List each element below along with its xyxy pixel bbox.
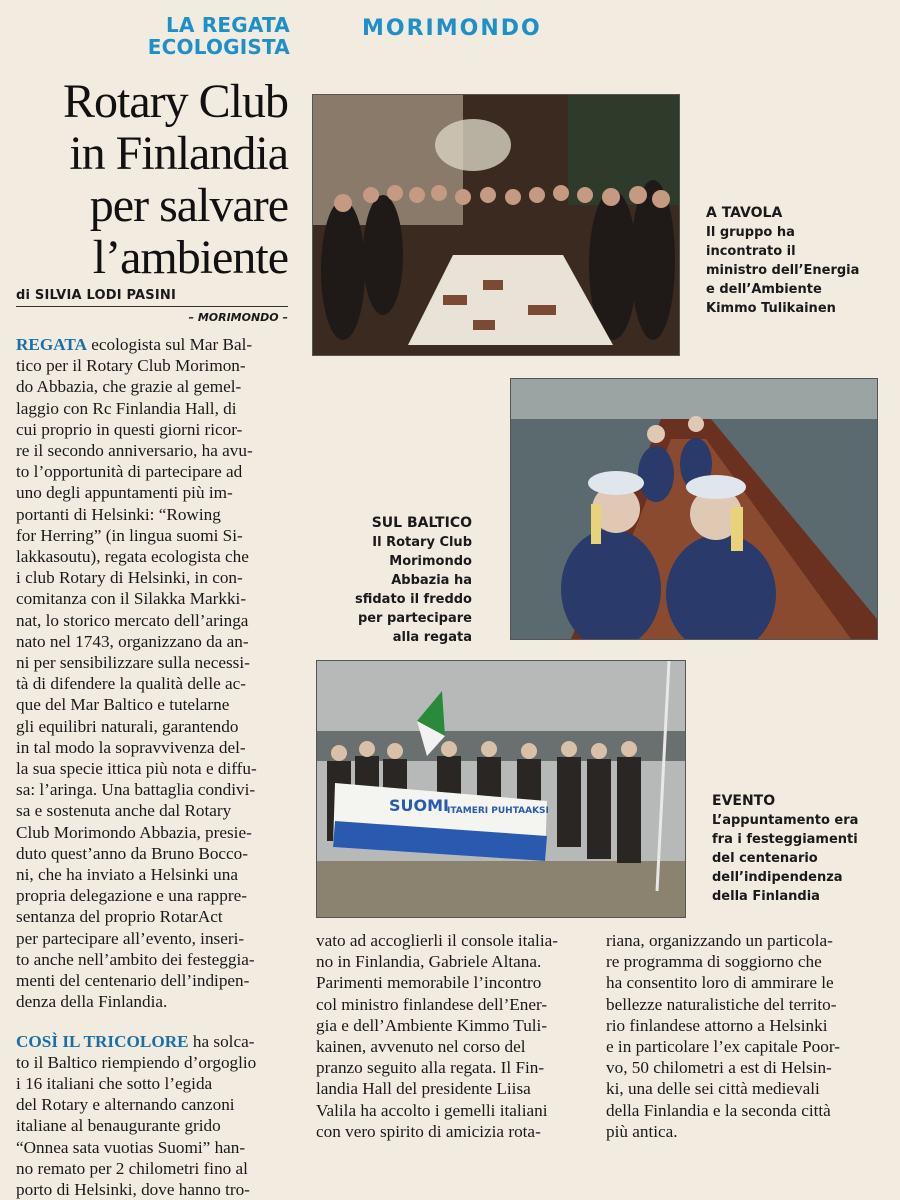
caption-line: Kimmo Tulikainen — [706, 299, 896, 318]
text-line: re programma di soggiorno che — [606, 951, 890, 972]
text-line: no in Finlandia, Gabriele Altana. — [316, 951, 594, 972]
byline: di SILVIA LODI PASINI — [16, 288, 176, 303]
text-line: for Herring” (in lingua suomi Si- — [16, 525, 288, 546]
caption-baltic — [300, 514, 472, 647]
headline-line-1: Rotary Club — [20, 76, 288, 128]
text-line: più antica. — [606, 1121, 890, 1142]
text-line: to anche nell’ambito dei festeggia- — [16, 949, 288, 970]
text-line: laggio con Rc Finlandia Hall, di — [16, 398, 288, 419]
photo-event-image — [317, 661, 685, 917]
caption-line: dell’indipendenza — [712, 868, 896, 887]
caption-line: Abbazia ha — [300, 571, 472, 590]
caption-line: della Finlandia — [712, 887, 896, 906]
text-line: ni, che ha inviato a Helsinki una — [16, 864, 288, 885]
text-line: que del Mar Baltico e tutelarne — [16, 694, 288, 715]
text-line: italiane al benaugurante grido — [16, 1115, 288, 1136]
text-line: denza della Finlandia. — [16, 991, 288, 1012]
photo-dinner-image — [313, 95, 679, 355]
text-line: propria delegazione e una rappre- — [16, 885, 288, 906]
text-line: i 16 italiani che sotto l’egida — [16, 1073, 288, 1094]
text-line: ha solca- — [193, 1032, 255, 1051]
text-line: e in particolare l’ex capitale Poor- — [606, 1036, 890, 1057]
caption-line: Morimondo — [300, 552, 472, 571]
caption-line: ministro dell’Energia — [706, 261, 896, 280]
text-line: portanti di Helsinki: “Rowing — [16, 504, 288, 525]
photo-boat-image — [511, 379, 877, 639]
caption-title: SUL BALTICO — [300, 514, 472, 533]
text-line: ki, una delle sei città medievali — [606, 1078, 890, 1099]
text-line: per partecipare all’evento, inseri- — [16, 928, 288, 949]
headline-line-4: l’ambiente — [20, 232, 288, 284]
text-line: rio finlandese attorno a Helsinki — [606, 1015, 890, 1036]
paragraph-1 — [16, 334, 288, 1013]
caption-line: Il gruppo ha — [706, 223, 896, 242]
caption-line: e dell’Ambiente — [706, 280, 896, 299]
text-line: nato nel 1743, organizzano da an- — [16, 631, 288, 652]
photo-boat — [510, 378, 878, 640]
headline-line-2: in Finlandia — [20, 128, 288, 180]
text-line: to il Baltico riempiendo d’orgoglio — [16, 1052, 288, 1073]
text-line: della Finlandia e la seconda città — [606, 1100, 890, 1121]
text-line: i club Rotary di Helsinki, in con- — [16, 567, 288, 588]
text-line: cui proprio in questi giorni ricor- — [16, 419, 288, 440]
text-line: sa e sostenuta anche dal Rotary — [16, 800, 288, 821]
banner-subtext: ITAMERI PUHTAAKSI — [447, 806, 549, 816]
text-line: in tal modo la sopravvivenza del- — [16, 737, 288, 758]
text-line: Club Morimondo Abbazia, presie- — [16, 822, 288, 843]
kicker — [40, 14, 290, 58]
text-line: comitanza con il Silakka Markki- — [16, 588, 288, 609]
article-column-3 — [606, 930, 890, 1142]
text-line: “Onnea sata vuotias Suomi” han- — [16, 1137, 288, 1158]
text-line: re il secondo anniversario, ha avu- — [16, 440, 288, 461]
text-line: Valila ha accolto i gemelli italiani — [316, 1100, 594, 1121]
text-line: vato ad accoglierli il console italia- — [316, 930, 594, 951]
text-line: gia e dell’Ambiente Kimmo Tuli- — [316, 1015, 594, 1036]
kicker-line-2: ECOLOGISTA — [40, 36, 290, 58]
text-line: sa: l’aringa. Una battaglia condivi- — [16, 779, 288, 800]
text-line: tà di difendere la qualità delle ac- — [16, 673, 288, 694]
caption-line: del centenario — [712, 849, 896, 868]
text-line: duto quest’anno da Bruno Boccо- — [16, 843, 288, 864]
headline-line-3: per salvare — [20, 180, 288, 232]
banner-text: SUOMI — [389, 796, 449, 815]
caption-title: A TAVOLA — [706, 204, 896, 223]
caption-dinner — [706, 204, 896, 318]
caption-line: incontrato il — [706, 242, 896, 261]
photo-dinner — [312, 94, 680, 356]
kicker-line-1: LA REGATA — [40, 14, 290, 36]
article-column-2 — [316, 930, 594, 1142]
byline-rule — [16, 306, 288, 307]
text-line: Parimenti memorabile l’incontro — [316, 972, 594, 993]
text-line: do Abbazia, che grazie al gemel- — [16, 376, 288, 397]
text-line: riana, organizzando un particola- — [606, 930, 890, 951]
text-line: menti del centenario dell’indipen- — [16, 970, 288, 991]
text-line: bellezze naturalistiche del territo- — [606, 994, 890, 1015]
headline — [20, 76, 288, 284]
text-line: landia Hall del presidente Liisa — [316, 1078, 594, 1099]
text-line: ni per sensibilizzare sulla necessi- — [16, 652, 288, 673]
caption-line: Il Rotary Club — [300, 533, 472, 552]
text-line: ecologista sul Mar Bal- — [91, 335, 252, 354]
text-line: sentanza del proprio RotarAct — [16, 906, 288, 927]
paragraph-2 — [16, 1031, 288, 1200]
article-column-1 — [16, 334, 288, 1200]
text-line: la sua specie ittica più nota e diffu- — [16, 758, 288, 779]
section-label: MORIMONDO — [362, 16, 542, 41]
caption-event — [712, 792, 896, 906]
caption-line: sfidato il freddo — [300, 590, 472, 609]
text-line: no remato per 2 chilometri fino al — [16, 1158, 288, 1179]
text-line: tico per il Rotary Club Morimon- — [16, 355, 288, 376]
caption-line: alla regata — [300, 628, 472, 647]
text-line: to l’opportunità di partecipare ad — [16, 461, 288, 482]
caption-title: EVENTO — [712, 792, 896, 811]
text-line: vo, 50 chilometri a est di Helsin- — [606, 1057, 890, 1078]
text-line: pranzo seguito alla regata. Il Fin- — [316, 1057, 594, 1078]
caption-line: per partecipare — [300, 609, 472, 628]
text-line: col ministro finlandese dell’Ener- — [316, 994, 594, 1015]
caption-line: L’appuntamento era — [712, 811, 896, 830]
dateline: – MORIMONDO – — [180, 311, 288, 324]
text-line: porto di Helsinki, dove hanno tro- — [16, 1179, 288, 1200]
text-line: gli equilibri naturali, garantendo — [16, 716, 288, 737]
text-line: con vero spirito di amicizia rota- — [316, 1121, 594, 1142]
text-line: ha consentito loro di ammirare le — [606, 972, 890, 993]
text-line: lakkasoutu), regata ecologista che — [16, 546, 288, 567]
text-line: del Rotary e alternando canzoni — [16, 1094, 288, 1115]
lead-word-regata: REGATA — [16, 335, 87, 354]
text-line: nat, lo storico mercato dell’aringa — [16, 610, 288, 631]
text-line: uno degli appuntamenti più im- — [16, 482, 288, 503]
caption-line: fra i festeggiamenti — [712, 830, 896, 849]
text-line: kainen, avvenuto nel corso del — [316, 1036, 594, 1057]
photo-event — [316, 660, 686, 918]
lead-words-tricolore: COSÌ IL TRICOLORE — [16, 1032, 189, 1051]
